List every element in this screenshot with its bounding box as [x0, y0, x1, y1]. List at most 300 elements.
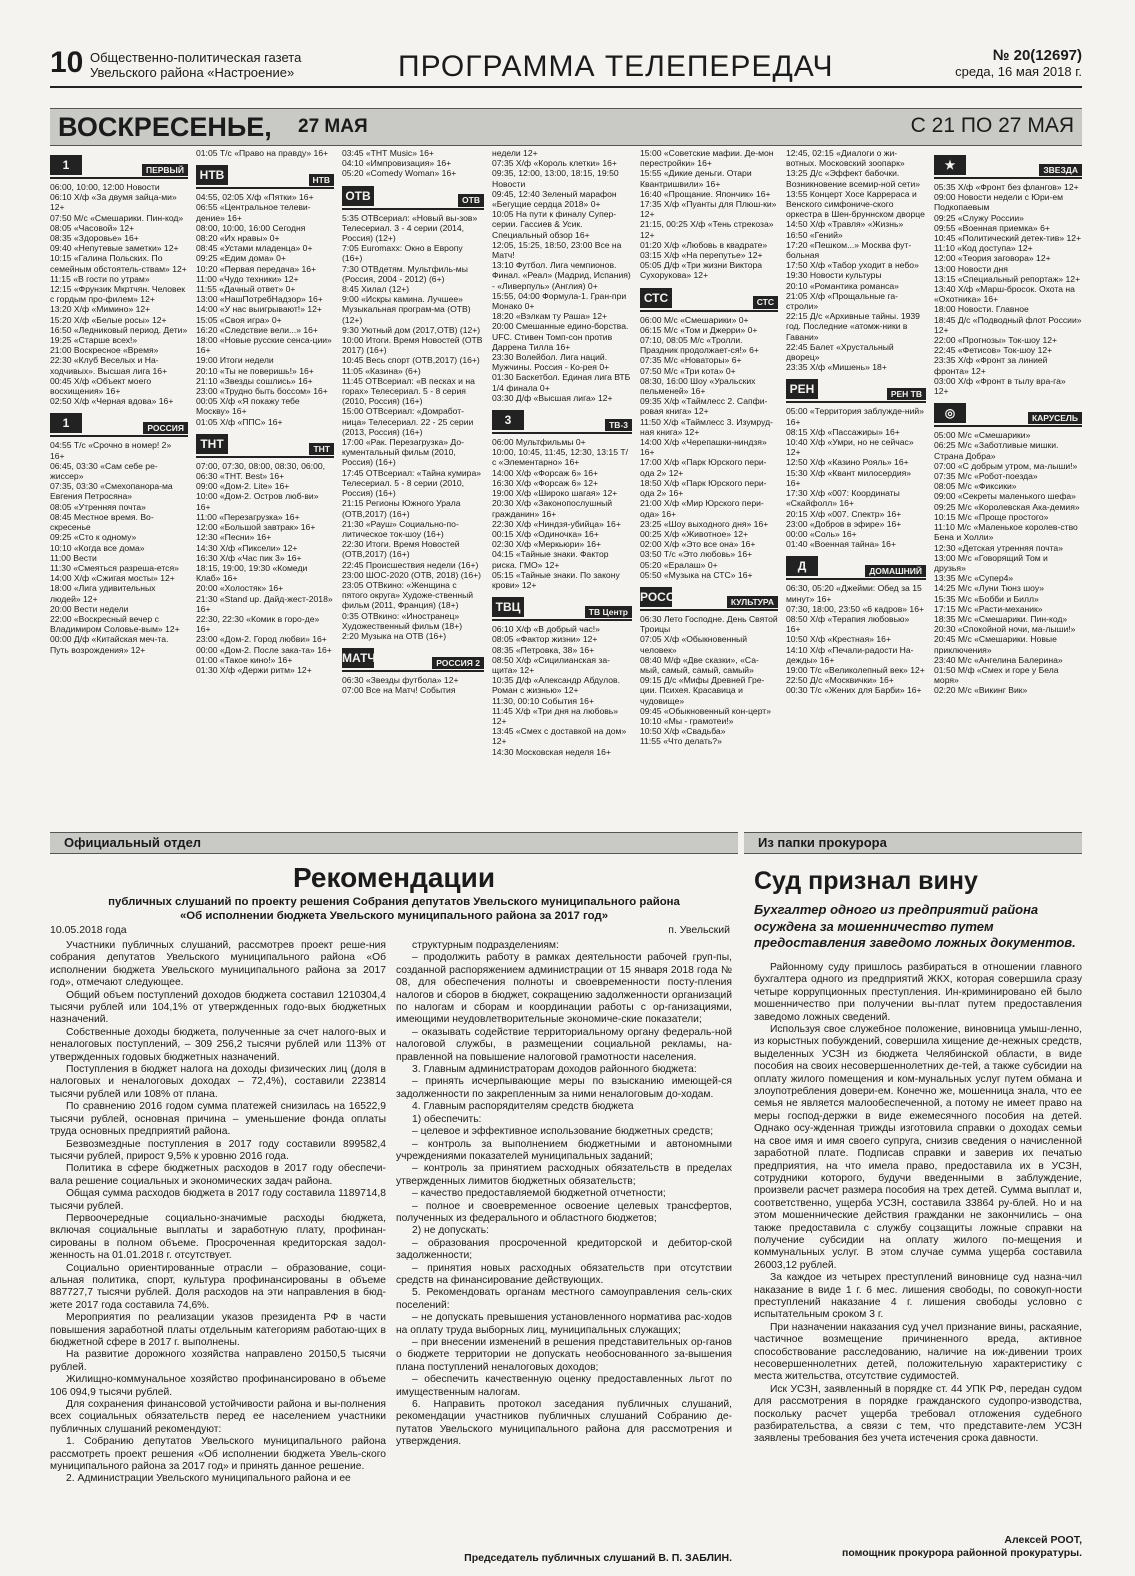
program-listing: 11:10 М/с «Маленькое королев-ство Бена и Холли»	[934, 522, 1078, 543]
paragraph: Участники публичных слушаний, рассмотрев проект реше-ния собрания депутатов Увельского муниципального района «Об исполнении бюджета Увельского муниципального района за 2017 год», отмечают следующее.	[50, 940, 386, 989]
program-listing: 16:30 Х/ф «Час пик 3» 16+	[196, 552, 302, 563]
program-listing: 10:20 «Первая передача» 16+	[196, 263, 317, 274]
program-listing: 15:55 «Дикие деньги. Отари Квантришвили» 16+	[640, 168, 752, 189]
program-listing: 15:35 М/с «Бобби и Билл»	[934, 593, 1039, 604]
official-subtitle-2: «Об исполнении бюджета Увельского муниципального района за 2017 год»	[179, 910, 609, 922]
program-listing: 22:00 «Воскресный вечер с Владимиром Соловье-вым» 12+	[50, 613, 180, 635]
channel-name: РОССИЯ	[143, 422, 188, 434]
paragraph: – обеспечить качественную оценку предоставленных льгот по имущественным налогам.	[396, 1374, 732, 1398]
program-listing: 18:35 М/с «Смешарики. Пин-код»	[934, 613, 1068, 624]
program-listing: 15:00 ОТВсериал: «Домработ-ница» Телесериал. 22 - 25 серии (2013, Россия) (16+)	[342, 406, 474, 437]
paragraph: Жилищно-коммунальное хозяйство профинансировано в объеме 106 094,9 тысячи рублей.	[50, 1374, 386, 1398]
program-listing: 21:30 «Stand up. Дайд-жест-2018» 16+	[196, 593, 333, 614]
program-listing: 08:00, 10:00, 16:00 Сегодня	[196, 222, 306, 233]
program-listing: 01:50 М/ф «Смех и горе у Бела моря»	[934, 664, 1059, 686]
program-listing: 15:30 Х/ф «Квант милосердия» 16+	[786, 467, 912, 488]
paragraph: При назначении наказания суд учел признание вины, раскаяние, частичное возмещение причиненного вреда, активное способствование расследованию, наличие на иж-дивении троих несовершеннолетних детей, положительную характеристику с места жительства, отсутствие судимостей.	[754, 1321, 1082, 1383]
program-listing: 00:15 Х/ф «Одиночка» 16+	[492, 528, 599, 539]
program-listing: 08:45 «Устами младенца» 0+	[196, 243, 313, 254]
program-listing: 08:15 Х/ф «Пассажиры» 16+	[786, 426, 900, 437]
program-listing: 22:30 «Клуб Веселых и На-ходчивых». Высшая лига 16+	[50, 355, 168, 376]
prosecutor-section-label: Из папки прокурора	[758, 835, 887, 850]
program-listing: 00:00 Д/ф «Китайская меч-та. Путь возрождения» 12+	[50, 634, 169, 655]
program-listing: 11:50 Х/ф «Таймлесс 3. Изумруд-ная книга» 12+	[640, 416, 773, 437]
program-listing: 10:10 «Мы - грамотеи!»	[640, 715, 734, 726]
program-listing: 17:35 Х/ф «Пуанты для Плюш-ки» 12+	[640, 199, 777, 220]
program-listing: 07:10, 08:05 М/с «Тролли. Праздник продолжает-ся!» 6+	[640, 335, 759, 356]
program-listing: 22:30 Х/ф «Ниндзя-убийца» 16+	[492, 518, 621, 529]
program-listing: 06:00, 10:00, 12:00 Новости	[50, 182, 160, 192]
program-listing: 5:35 ОТВсериал: «Новый вы-зов» Телесериал. 3 - 4 серии (2014, Россия) (12+)	[342, 212, 478, 244]
program-listing: 09:45, 12:40 Зеленый марафон «Бегущие сердца 2018» 0+	[492, 188, 617, 210]
program-listing: 09:25 М/с «Королевская Ака-демия»	[934, 501, 1080, 512]
program-listing: 17:45 ОТВсериал: «Тайна кумира» Телесериал. 5 - 8 серии (2010, Россия) (16+)	[342, 467, 482, 499]
channel-header	[50, 151, 188, 179]
program-listing: 13:20 Х/ф «Мимино» 12+	[50, 304, 151, 315]
program-listing: 21:15, 00:25 Х/ф «Тень стрекоза» 12+	[640, 219, 774, 240]
program-listing: 14:00 Х/ф «Черепашки-ниндзя» 16+	[640, 437, 767, 458]
program-listing: 06:30 «Звезды футбола» 12+	[342, 675, 459, 686]
program-listing: 19:30 Новости культуры	[786, 270, 882, 281]
program-listing: 13:10 Футбол. Лига чемпионов. Финал. «Реал» (Мадрид, Испания) - «Ливерпуль» (Англия) 0+	[492, 260, 631, 291]
program-listing: 03:50 Т/с «Это любовь» 16+	[640, 549, 753, 560]
program-listing: 19:00 Итоги недели	[196, 355, 274, 366]
program-listing: 16:50 «Ледниковый период. Дети»	[50, 324, 188, 335]
program-listing: 11:45 Х/ф «Три дня на любовь» 12+	[492, 705, 619, 726]
program-listing: 01:30 Баскетбол. Единая лига ВТБ 1/4 финала 0+	[492, 372, 631, 393]
program-listing: 00:45 Х/ф «Объект моего восхищения» 16+	[50, 375, 152, 397]
program-listing: 08:50 Х/ф «Терапия любовью» 16+	[786, 613, 910, 635]
program-listing: 09:40 «Непутевые заметки» 12+	[50, 243, 179, 254]
paragraph: Общая сумма расходов бюджета в 2017 году составила 1189714,8 тысячи рублей.	[50, 1188, 386, 1212]
paragraph: Иск УСЗН, заявленный в порядке ст. 44 УПК РФ, передан судом для рассмотрения в порядке гражданского судопро-изводства, поскольку расчет ущерба требовал отложения судебного разбирательства, а связи с тем, что представите-лем УСЗН заявлены требования без учета истечения срока давности.	[754, 1383, 1082, 1445]
program-listing: 14:00 Х/ф «Форсаж 6» 16+	[492, 467, 599, 478]
paragraph: – оказывать содействие территориальному органу федераль-ной налоговой службы, в размещении социальной рекламы, на-правленной на повышение налоговой грамотности населения.	[396, 1026, 732, 1063]
paragraph: 2) не допускать:	[412, 1225, 489, 1237]
channel-logo: СТС	[640, 288, 672, 308]
paragraph: структурным подразделениям:	[412, 940, 559, 951]
paragraph: За каждое из четырех преступлений виновнице суд назна-чил наказание в виде 1 г. 6 мес. лишения свободы, по совокуп-ности преступлений наказание 4 г. лишения свободы условно с испытательным сроком 3 г.	[754, 1272, 1082, 1321]
channel-logo: 1	[50, 413, 82, 433]
day-date: 27 МАЯ	[298, 116, 368, 137]
program-listing: 12:50 Х/ф «Казино Рояль» 16+	[786, 457, 909, 468]
week-range: С 21 ПО 27 МАЯ	[910, 114, 1074, 137]
program-listing: 05:20 «Comedy Woman» 16+	[342, 168, 457, 179]
channel-logo: РЕН	[786, 379, 818, 399]
program-listing: 21:05 Х/ф «Прощальные га-строли»	[786, 290, 899, 312]
program-listing: 23:00 ШОС-2020 (ОТВ, 2018) (16+)	[342, 569, 481, 580]
channel-header	[492, 593, 632, 621]
program-listing: 10:45 «Политический детек-тив» 12+	[934, 233, 1082, 244]
channel-header	[342, 644, 484, 672]
program-listing: 08:30, 16:00 Шоу «Уральских пельменей» 16+	[640, 375, 756, 397]
prosecutor-section-rule	[744, 832, 1082, 854]
program-listing: 07:00 «С добрым утром, ма-лыши!»	[934, 460, 1078, 471]
program-listing: 18:00 «Новые русские сенса-ции» 16+	[196, 335, 332, 356]
program-listing: 9:30 Уютный дом (2017,ОТВ) (12+)	[342, 324, 481, 335]
program-listing: 10:50 Х/ф «Крестная» 16+	[786, 634, 891, 645]
paragraph: 1. Собранию депутатов Увельского муниципального района рассмотреть проект решения «Об исполнении бюджета Увель-ского муниципального района за 2017 год» и принять данное решение.	[50, 1436, 386, 1473]
official-place: п. Увельский	[668, 924, 730, 936]
program-listing: 11:00 «Перезагрузка» 16+	[196, 511, 300, 522]
program-listing: 06:45, 03:30 «Сам себе ре-жиссер»	[50, 460, 158, 482]
program-listing: 20:00 Смешанные едино-борства. UFC. Стивен Томп-сон против Даррена Тилла 16+	[492, 321, 629, 352]
program-listing: 16:30 Х/ф «Форсаж 6» 12+	[492, 477, 599, 488]
channel-name: ЗВЕЗДА	[1039, 164, 1082, 176]
program-listing: 10:00 «Дом-2. Остров люб-ви» 16+	[196, 491, 319, 512]
program-listing: 13:45 «Смех с доставкой на дом» 12+	[492, 726, 627, 747]
paragraph: Мероприятия по реализации указов президента РФ в части повышения заработной платы отдельным категориям работаю-щих в бюджетной сфере в 2017 г. выполнены.	[50, 1312, 386, 1348]
program-listing: 11:30 «Смеяться разреша-ется»	[50, 562, 179, 573]
paragraph: Социально ориентированные отрасли – образование, соци-альная политика, спорт, культура профинансированы в объеме 887727,7 тысячи рублей. Доля расходов на эти направления в бюд-жете 2017 года составила 74,6%.	[50, 1262, 386, 1311]
program-listing: 09:00 «Секреты маленького шефа»	[934, 491, 1076, 502]
channel-logo: ОТВ	[342, 186, 374, 206]
page-header	[50, 46, 1082, 88]
program-listing: 9:00 «Искры камина. Лучшее» Музыкальная програм-ма (ОТВ) (12+)	[342, 294, 471, 325]
program-listing: 14:25 М/с «Луни Тюнз шоу»	[934, 583, 1045, 594]
program-listing: 20:10 «Романтика романса»	[786, 280, 899, 291]
channel-header	[786, 552, 926, 580]
program-listing: 05:00 «Территория заблужде-ний» 16+	[786, 406, 925, 427]
program-listing: 17:15 М/с «Расти-механик»	[934, 603, 1043, 614]
paragraph: 1) обеспечить:	[412, 1113, 482, 1125]
tv-column-2	[196, 148, 334, 828]
program-listing: 02:50 Х/ф «Черная вдова» 16+	[50, 396, 174, 407]
program-listing: 7:05 Euromaxx: Окно в Европу (16+)	[342, 243, 463, 264]
program-listing: 06:00 М/с «Смешарики» 0+	[640, 314, 749, 325]
paragraph: 5. Рекомендовать органам местного самоуправления сель-ских поселений:	[396, 1287, 732, 1311]
channel-header	[934, 399, 1082, 427]
program-listing: 12:05, 15:25, 18:50, 23:00 Все на Матч!	[492, 239, 622, 261]
program-listing: 05:20 «Ералаш» 0+	[640, 559, 718, 570]
newspaper-name-line1: Общественно-политическая газета	[90, 50, 302, 65]
program-listing: 07:35, 03:30 «Смехопанора-ма Евгения Петросяна»	[50, 481, 173, 502]
program-listing: 04:55 Т/с «Срочно в номер! 2» 16+	[50, 440, 172, 461]
program-listing: 22:30 Итоги. Время Новостей (ОТВ,2017) (16+)	[342, 539, 460, 560]
program-listing: 11:15 «В гости по утрам»	[50, 273, 150, 284]
program-listing: 13:40 Х/ф «Марш-бросок. Охота на «Охотника» 16+	[934, 284, 1075, 305]
program-listing: 10:50 Х/ф «Свадьба»	[640, 726, 726, 737]
channel-logo: РОССИЯ	[640, 587, 672, 607]
paragraph: Поступления в бюджет налога на доходы физических лиц (доля в налоговых и неналоговых доходах – 72,4%), составили 223814 тысячи рублей или 108% от плана.	[50, 1064, 386, 1100]
program-listing: 22:00 «Прогнозы» Ток-шоу 12+	[934, 335, 1058, 346]
channel-logo: 1	[50, 155, 82, 175]
program-listing: 11:30, 00:10 События 16+	[492, 695, 594, 706]
channel-name: РЕН ТВ	[887, 388, 926, 400]
program-listing: 2:20 Музыка на ОТВ (16+)	[342, 630, 447, 641]
prosecutor-author	[754, 1534, 1082, 1560]
prosecutor-lead: Бухгалтер одного из предприятий района осуждена за мошенничество путем предоставления заведомо ложных документов.	[754, 902, 1076, 950]
paragraph: На развитие дорожного хозяйства направлено 20150,5 тысячи рублей.	[50, 1349, 386, 1373]
program-listing: 12:30 «Песни» 16+	[196, 532, 272, 543]
program-listing: 20:30 «Спокойной ночи, ма-лыши!»	[934, 624, 1076, 635]
program-listing: 00:00 «Соль» 16+	[786, 528, 857, 539]
prosecutor-author-name: Алексей РООТ,	[1004, 1534, 1082, 1546]
program-listing: 20:15 Х/ф «007. Спектр» 16+	[786, 508, 902, 519]
channel-header	[50, 409, 188, 437]
program-listing: 23:00 «Дом-2. Город любви» 16+	[196, 634, 327, 645]
program-listing: 16:40 «Прощание. Япончик» 16+	[640, 188, 771, 199]
program-listing: 07:35 М/с «Новаторы» 6+	[640, 355, 742, 366]
program-listing: 01:40 «Военная тайна» 16+	[786, 539, 896, 550]
day-name: ВОСКРЕСЕНЬЕ,	[58, 112, 272, 142]
program-listing: 06:30 Лето Господне. День Святой Троицы	[640, 613, 778, 635]
program-listing: 05:35 Х/ф «Фронт без флангов» 12+	[934, 182, 1079, 192]
program-listing: 09:00 Новости недели с Юри-ем Подкопаевым	[934, 192, 1064, 213]
program-listing: 12:00 «Большой завтрак» 16+	[196, 522, 316, 533]
program-listing: 01:20 Х/ф «Любовь в квадрате»	[640, 239, 768, 250]
program-listing: 15:05 «Своя игра» 0+	[196, 314, 282, 325]
channel-header	[640, 284, 778, 312]
channel-name: НТВ	[309, 174, 334, 186]
program-listing: 06:25 М/с «Заботливые мишки. Страна Добра»	[934, 440, 1059, 461]
program-listing: 11:05 «Казина» (6+)	[342, 365, 421, 376]
program-listing: 01:00 «Такое кино!» 16+	[196, 654, 293, 665]
program-listing: 13:35 М/с «Супер4»	[934, 573, 1014, 584]
program-listing: 17:00 Х/ф «Парк Юрского пери-ода 2» 12+	[640, 457, 767, 478]
channel-logo: Д	[786, 556, 818, 576]
program-listing: 08:05 М/с «Фиксики»	[934, 481, 1017, 492]
prosecutor-body	[754, 962, 1082, 1524]
program-listing: 00:00 «Дом-2. После зака-та» 16+	[196, 644, 332, 655]
program-listing: 23:25 «Шоу выходного дня» 16+	[640, 518, 769, 529]
paragraph: – при внесении изменений в решения представительных ор-ганов о бюджете территории не допускать необоснованного за-вышения плана поступлений неналоговых доходов;	[396, 1337, 732, 1373]
official-date: 10.05.2018 года	[50, 924, 127, 936]
channel-name: ТНТ	[309, 443, 334, 455]
program-listing: 23:00 «Трудно быть боссом» 16+	[196, 386, 328, 397]
paragraph: – контроль за принятием расходных обязательств в пределах утвержденных лимитов бюджетных обязательств;	[396, 1163, 732, 1187]
program-listing: 13:00 Новости дня	[934, 263, 1008, 274]
program-listing: 08:35 «Здоровье» 16+	[50, 233, 139, 244]
program-listing: 10:45 Весь спорт (ОТВ,2017) (16+)	[342, 355, 480, 366]
program-listing: 23:05 ОТВкино: «Женщина с пятого округа» Художе-ственный фильм (2011, Франция) (18+)	[342, 579, 474, 611]
program-listing: 08:40 М/ф «Две сказки», «Са-мый, самый, самый, самый»	[640, 654, 759, 675]
program-listing: 22:45 Балет «Хрустальный дворец»	[786, 341, 894, 363]
program-listing: 10:35 Д/ф «Александр Абдулов. Роман с жизнью» 12+	[492, 675, 620, 696]
program-listing: 13:55 Концерт Хосе Каррераса и Венского симфониче-ского оркестра в Шен-бруннском дворце	[786, 188, 925, 220]
program-listing: 22:45 «Фетисов» Ток-шоу 12+	[934, 345, 1053, 356]
channel-logo: МАТЧ!	[342, 648, 374, 668]
program-listing: 18:15, 19:00, 19:30 «Комеди Клаб» 16+	[196, 562, 308, 584]
program-listing: 18:45 Д/с «Подводный флот России» 12+	[934, 314, 1082, 335]
program-listing: 03:45 «ТНТ Music» 16+	[342, 148, 434, 158]
program-listing: 14:00 «У нас выигрывают!» 12+	[196, 304, 322, 315]
program-listing: 08:05 «Утренняя почта»	[50, 501, 146, 512]
paragraph: Для сохранения финансовой устойчивости района и вы-полнения всех социальных обязательств перед ее населением участники публичных слушаний рекомендуют:	[50, 1399, 386, 1435]
newspaper-name-line2: Увельского района «Настроение»	[90, 65, 295, 80]
channel-name: КУЛЬТУРА	[727, 596, 778, 608]
paragraph: – контроль за выполнением бюджетными и автономными учреждениями показателей муниципальных заданий;	[396, 1138, 732, 1162]
program-listing: 14:10 Х/ф «Печали-радости На-дежды» 16+	[786, 644, 914, 665]
program-listing: 23:40 М/с «Ангелина Балерина»	[934, 654, 1063, 665]
program-listing: 7:30 ОТВдетям. Мультфиль-мы (Россия, 2004 - 2012) (6+)	[342, 263, 468, 284]
program-listing: 07:30, 18:00, 23:50 «6 кадров» 16+	[786, 603, 925, 614]
program-listing: 12:15 «Фрунзик Мкртчян. Человек с гордым про-филем» 12+	[50, 284, 186, 305]
program-listing: 00:05 Х/ф «Я покажу тебе Москву» 16+	[196, 396, 300, 417]
official-subtitle-1: публичных слушаний по проекту решения Собрания депутатов Увельского муниципального района	[108, 896, 680, 908]
program-listing: 13:00 «НашПотребНадзор» 16+	[196, 294, 323, 305]
program-listing: 02:30 Х/ф «Меркьюри» 16+	[492, 539, 602, 550]
tv-column-4	[492, 148, 632, 828]
program-listing: 08:45 Местное время. Во-скресенье	[50, 511, 154, 533]
program-listing: 09:25 «Едим дома» 0+	[196, 253, 286, 264]
channel-header	[786, 375, 926, 403]
program-listing: 10:40 Х/ф «Умри, но не сейчас» 12+	[786, 437, 914, 458]
program-listing: 17:50 Х/ф «Табор уходит в небо»	[786, 260, 919, 271]
program-listing: 11:10 «Код доступа» 12+	[934, 243, 1033, 254]
program-listing: 22:15 Д/с «Архивные тайны. 1939 год. Последние «атомж-ники в Гавани»	[786, 311, 920, 342]
tv-column-3	[342, 148, 484, 828]
program-listing: 13:25 Д/с «Эффект бабочки. Возникновение всемир-ной сети»	[786, 168, 921, 189]
official-signature: Председатель публичных слушаний В. П. ЗАБЛИН.	[464, 1552, 732, 1564]
paragraph: – не допускать превышения установленного норматива рас-ходов на оплату труда выборных лиц, муниципальных служащих;	[396, 1312, 732, 1336]
program-listing: 21:30 «Рауш» Социально-по-литическое ток-шоу (16+)	[342, 518, 459, 539]
program-listing: 20:00 «Холостяк» 16+	[196, 583, 284, 594]
program-listing: 18:00 Новости. Главное	[934, 304, 1029, 315]
official-column-a	[50, 940, 386, 1570]
issue-number: № 20(12697)	[992, 47, 1082, 64]
paragraph: – целевое и эффективное использование бюджетных средств;	[412, 1126, 714, 1138]
paragraph: 2. Администрации Увельского муниципального района и ее	[66, 1473, 351, 1485]
program-listing: 0:35 ОТВкино: «Иностранец» Художественный фильм (18+)	[342, 610, 463, 631]
program-listing: 17:20 «Пешком...» Москва фут-больная	[786, 239, 912, 261]
channel-name: ОТВ	[458, 194, 484, 206]
program-listing: 16:50 «Гений»	[786, 229, 843, 240]
channel-logo: ★	[934, 155, 966, 175]
program-listing: 19:00 Т/с «Великолепный век» 12+	[786, 664, 925, 675]
program-listing: 17:00 «Рак. Перезагрузка» До-кументальный фильм (2010, Россия) (16+)	[342, 437, 464, 468]
program-listing: 06:00 Мультфильмы 0+	[492, 437, 586, 448]
program-listing: 09:35 Х/ф «Таймлесс 2. Сапфи-ровая книга» 12+	[640, 396, 768, 417]
channel-header	[934, 151, 1082, 179]
program-listing: 19:00 Х/ф «Широко шагая» 12+	[492, 488, 618, 499]
program-listing: 05:05 Д/ф «Три жизни Виктора Сухорукова» 12+	[640, 260, 763, 281]
paragraph: – принятия новых расходных обязательств при отсутствии средств на финансирование действующих.	[396, 1262, 732, 1286]
official-section-rule	[50, 832, 738, 854]
program-listing: 12:45, 02:15 «Диалоги о жи-вотных. Московский зоопарк»	[786, 148, 905, 169]
program-listing: 10:15 М/с «Проще простого»	[934, 511, 1049, 522]
channel-logo: ТВЦ	[492, 597, 524, 617]
paragraph: 6. Направить протокол заседания публичных слушаний, рекомендации участников публичных слушаний Собранию де-путатов Увельского муниципального района для рассмотрения и утверждения.	[396, 1399, 732, 1448]
program-listing: 09:45 «Обыкновенный кон-церт»	[640, 705, 771, 716]
tv-column-6	[786, 148, 926, 828]
program-listing: 23:35 Х/ф «Мишень» 18+	[786, 362, 887, 373]
program-listing: 06:15 М/с «Том и Джерри» 0+	[640, 324, 758, 335]
page-number: 10	[50, 46, 84, 79]
program-listing: 07:50 М/с «Три кота» 0+	[640, 365, 736, 376]
paragraph: Используя свое служебное положение, виновница умыш-ленно, из корыстных побуждений, совершила хищение де-нежных средств, выделенных УСЗН из бюджета Челябинской области, в виде пособия на своих несовершеннолетних де-тей, а также субсидии на оплату жилого помещения и ком-мунальных услуг путем обмана и злоупотребления довери-ем. Конечно же, мошенница знала, что ее семья не является малообеспеченной, а потому не имеет право на меры господ-держки в виде ежемесячного пособия на детей. Однако осу-жденная трижды изготовила справки о доходах семьи на свое имя и имя своего супруга, снизив сведения о начисленной заработной плате. Подписав справки и заверив их печатью предприятия, на что имела право, предоставила их в УСЗН, сотрудники которого, будучи введенными в заблуждение, произвели расчет размера пособия на трех детей. Сумма выплат и, соответственно, ущерба УСЗН, составила 33864 ру-блей. Но и на этом мошеннические действия гражданки не закончились – она также предоставила с службу соцзащиты ложные справки на получение субсидии на оплату жилого по-мещения и коммунальных услуг. В этом случае сумма ущерба составила 26003,12 рублей.	[754, 1024, 1082, 1271]
program-listing: 00:30 Т/с «Жених для Барби» 16+	[786, 685, 922, 696]
program-listing: 18:20 «Вэлкам ту Раша» 12+	[492, 311, 608, 322]
program-listing: 01:30 Х/ф «Держи ритм» 12+	[196, 664, 312, 675]
program-listing: 09:25 «Служу России»	[934, 212, 1024, 223]
program-listing: 05:15 «Тайные знаки. По закону крови» 12+	[492, 569, 620, 590]
program-listing: 12:30 «Детская утренняя почта»	[934, 542, 1063, 553]
program-listing: 8:45 Хилал (12+)	[342, 284, 410, 295]
program-listing: 09:25 «Сто к одному»	[50, 532, 137, 543]
program-listing: 03:00 Х/ф «Фронт в тылу вра-га» 12+	[934, 375, 1066, 397]
program-listing: 04:15 «Тайные знаки. Фактор риска. ГМО» 12+	[492, 549, 609, 570]
prosecutor-title: Суд признал вину	[754, 867, 978, 895]
paragraph: Первоочередные социально-значимые расходы бюджета, включая социальные выплаты и заработную плату, профинан-сированы в полном объеме. Просроченная кредиторская задол-женность на 01.01.2018 г. отсутствует.	[50, 1212, 386, 1262]
program-listing: 11:00 «Чудо техники» 12+	[196, 273, 299, 284]
program-listing: 20:00 Вести недели	[50, 603, 129, 614]
section-title: ПРОГРАММА ТЕЛЕПЕРЕДАЧ	[398, 50, 834, 83]
program-listing: 14:50 Х/ф «Травля» «Жизнь»	[786, 219, 904, 230]
program-listing: 07:00 Все на Матч! События	[342, 685, 456, 696]
program-listing: 23:00 «Добров в эфире» 16+	[786, 518, 902, 529]
program-listing: 03:30 Д/ф «Высшая лига» 12+	[492, 392, 613, 403]
channel-header	[342, 182, 484, 210]
paragraph: – качество предоставляемой бюджетной отчетности;	[412, 1188, 666, 1200]
program-listing: 20:10 «Ты не поверишь!» 16+	[196, 365, 314, 376]
program-listing: 02:00 Х/ф «Это все она» 16+	[640, 539, 756, 550]
tv-column-1	[50, 148, 188, 828]
program-listing: 18:00 «Лига удивительных людей» 12+	[50, 583, 156, 604]
program-listing: 07:00, 07:30, 08:00, 08:30, 06:00, 06:30 «ТНТ. Best» 16+	[196, 460, 326, 482]
program-listing: 07:05 Х/ф «Обыкновенный человек»	[640, 634, 748, 655]
program-listing: 16:20 «Следствие вели...» 16+	[196, 324, 318, 335]
program-listing: 23:30 Волейбол. Лига наций. Мужчины. Россия - Ко-рея 0+	[492, 352, 610, 373]
program-listing: 23:35 Х/ф «Фронт за линией фронта» 12+	[934, 355, 1048, 376]
program-listing: 15:00 «Советские мафии. Де-мон перестройки» 16+	[640, 148, 774, 169]
program-listing: 10:00, 10:45, 11:45, 12:30, 13:15 Т/с «Элементарно» 16+	[492, 447, 629, 468]
channel-header	[492, 406, 632, 434]
program-listing: 14:30 Х/ф «Пиксели» 12+	[196, 542, 298, 553]
program-listing: 04:55, 02:05 Х/ф «Пятки» 16+	[196, 192, 314, 203]
program-listing: 21:10 «Звезды сошлись» 16+	[196, 375, 313, 386]
program-listing: 07:35 Х/ф «Король клетки» 16+	[492, 158, 617, 169]
program-listing: 22:50 Д/с «Москвички» 16+	[786, 675, 894, 686]
paragraph: – продолжить работу в рамках деятельности рабочей груп-пы, созданной распоряжением администрации от 15 января 2018 года № 08, для обеспечения полноты и своевременности посту-пления налогов и сборов в бюджет, сокращению задолженности организаций по налогам и сборам и координации работы с ор-ганизациями, имеющими неудовлетворительные экономиче-ские показатели;	[396, 952, 732, 1026]
program-listing: 20:30 Х/ф «Законопослушный гражданин» 16+	[492, 498, 613, 519]
program-listing: 01:05 Х/ф «ППС» 16+	[196, 416, 283, 427]
paragraph: – образования просроченной кредиторской и дебитор-ской задолженности;	[396, 1237, 732, 1262]
program-listing: 21:15 Регионы Южного Урала (ОТВ,2017) (16+)	[342, 498, 461, 519]
tv-column-5	[640, 148, 778, 828]
channel-name: ПЕРВЫЙ	[142, 164, 188, 176]
program-listing: 08:50 Х/ф «Сицилианская за-щита» 12+	[492, 654, 610, 675]
channel-name: ДОМАШНИЙ	[865, 565, 926, 577]
program-listing: 14:00 Х/ф «Сжигая мосты» 12+	[50, 573, 175, 584]
channel-logo: 3	[492, 410, 524, 430]
program-listing: 17:30 Х/ф «007: Координаты «Скайфолл» 16+	[786, 488, 900, 509]
program-listing: 06:55 «Центральное телеви-дение» 16+	[196, 202, 311, 223]
channel-logo: НТВ	[196, 165, 228, 185]
channel-header	[196, 161, 334, 189]
program-listing: 06:10 Х/ф «За двумя зайца-ми» 12+	[50, 192, 177, 213]
program-listing: 09:00 «Дом-2. Lite» 16+	[196, 481, 290, 492]
program-listing: 01:05 Т/с «Право на правду» 16+	[196, 148, 329, 158]
paragraph: Собственные доходы бюджета, полученные за счет налого-вых и неналоговых поступлений, – 309 256,2 тысячи рублей или 113% от утвержденных годовых бюджетных назначений.	[50, 1026, 386, 1063]
program-listing: 19:25 «Старше всех!»	[50, 335, 138, 346]
program-listing: 22:45 Происшествия недели (16+)	[342, 559, 479, 570]
program-listing: 21:00 Х/ф «Мир Юрского пери-ода» 16+	[640, 498, 764, 519]
paragraph: Районному суду пришлось разбираться в отношении главного бухгалтера одного из предприятий ЖКХ, которая совершила сразу четыре коррупционных преступления. Ин-криминировано ей было мошенничество при получении вы-плат путем предоставления заведомо ложных сведений.	[754, 962, 1082, 1023]
issue-info	[955, 48, 1082, 80]
program-listing: 14:30 Московская неделя 16+	[492, 746, 611, 757]
paragraph: Общий объем поступлений доходов бюджета составил 1210304,4 тысячи рублей или 104,1% от утвержденных годо-вых бюджетных назначений.	[50, 989, 386, 1026]
program-listing: 12:00 «Теория заговора» 12+	[934, 253, 1051, 264]
program-listing: 05:50 «Музыка на СТС» 16+	[640, 569, 753, 580]
official-section-label: Официальный отдел	[64, 835, 202, 850]
channel-name: КАРУСЕЛЬ	[1028, 412, 1082, 424]
program-listing: 08:05 «Часовой» 12+	[50, 222, 135, 233]
program-listing: 07:50 М/с «Смешарики. Пин-код»	[50, 212, 184, 223]
program-listing: 02:20 М/с «Викинг Вик»	[934, 685, 1028, 696]
paragraph: 4. Главным распорядителям средств бюджета	[412, 1101, 634, 1113]
program-listing: недели 12+	[492, 148, 538, 158]
